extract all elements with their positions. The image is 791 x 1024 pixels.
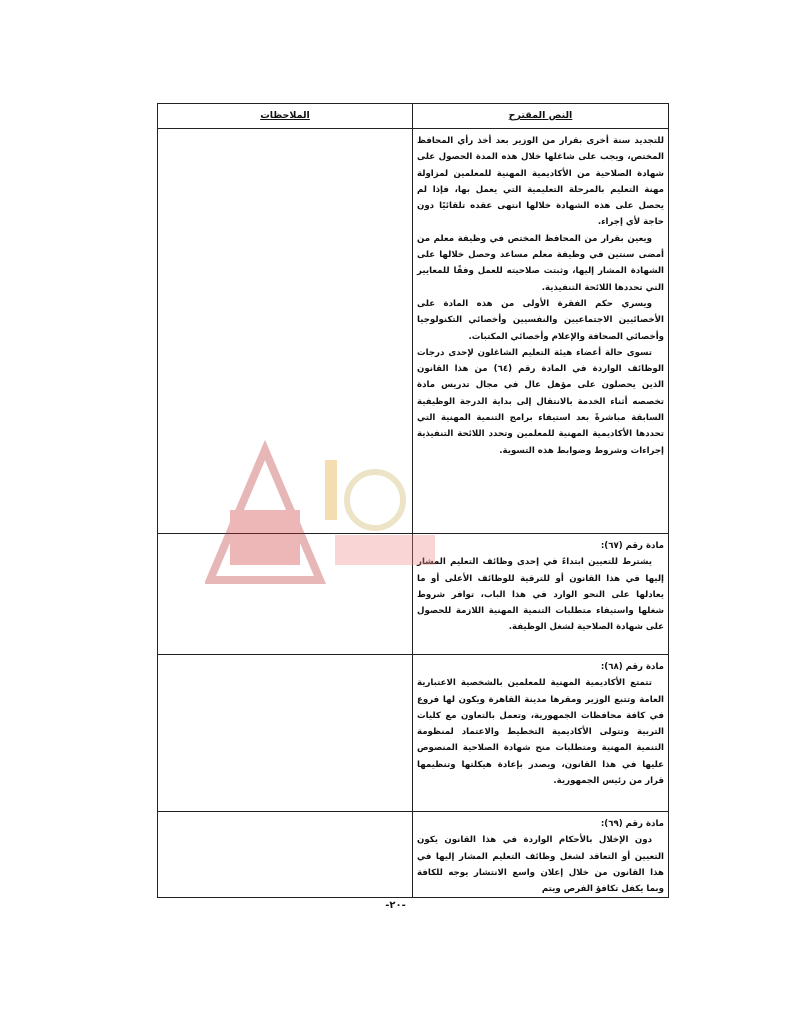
- paragraph: دون الإخلال بالأحكام الواردة في هذا القانون يكون التعيين أو التعاقد لشغل وظائف التعليم المشار إليها في هذا القانون من خلال إعلان واسع الانتشار يوجه للكافة وبما يكفل تكافؤ الفرص ويتم: [417, 835, 664, 895]
- header-proposed-text: النص المقترح: [412, 104, 668, 128]
- notes-cell: [158, 812, 412, 897]
- paragraph: ويسري حكم الفقرة الأولى من هذه المادة على الأخصائيين الاجتماعيين والنفسيين وأخصائي التكنولوجيا وأخصائي الصحافة والإعلام وأخصائي المكتبات.: [417, 298, 664, 342]
- page-number: -٢٠-: [385, 900, 406, 911]
- article-title: مادة رقم (٦٩):: [600, 819, 664, 829]
- table-row: [158, 129, 668, 534]
- paragraph: للتجديد سنة أخرى بقرار من الوزير بعد أخذ رأي المحافظ المختص، ويجب على شاغلها خلال هذه المدة الحصول على شهادة الصلاحية من الأكاديمية المهنية للمعلمين لمزاولة مهنة التعليم بالمرحلة التعليمية التي يعمل بها، فإذا لم يحصل على هذه الشهادة خلالها انتهى عقده تلقائيًا دون حاجة لأي إجراء.: [417, 136, 664, 228]
- paragraph: تتمتع الأكاديمية المهنية للمعلمين بالشخصية الاعتبارية العامة وتتبع الوزير ومقرها مدينة القاهرة ويكون لها فروع في كافة محافظات الجمهورية، وتعمل بالتعاون مع كليات التربية وتتولى الأكاديمية التخطيط والاعتماد لمنظومة التنمية المهنية ومتطلبات منح شهادة الصلاحية المنصوص عليها في هذا القانون، ويصدر بإعادة هيكلتها وتنظيمها قرار من رئيس الجمهورية.: [417, 678, 664, 787]
- article-title: مادة رقم (٦٨):: [600, 662, 664, 672]
- paragraph: ويعين بقرار من المحافظ المختص في وظيفة معلم من أمضى سنتين في وظيفة معلم مساعد وحصل خلالها على الشهادة المشار إليها، وثبتت صلاحيته للعمل وفقًا للمعايير التي تحددها اللائحة التنفيذية.: [417, 233, 664, 293]
- notes-cell: [158, 129, 412, 533]
- article-title: مادة رقم (٦٧):: [600, 541, 664, 551]
- table-row: [158, 655, 668, 812]
- proposed-text-cell: [412, 129, 668, 533]
- table-row: [158, 534, 668, 655]
- paragraph: يشترط للتعيين ابتداءً في إحدى وظائف التعليم المشار إليها في هذا القانون أو للترقية للوظائف الأعلى أو ما يعادلها على النحو الوارد في هذا الباب، توافر شروط شغلها واستيفاء متطلبات التنمية المهنية اللازمة للحصول على شهادة الصلاحية لشغل الوظيفة.: [417, 557, 664, 633]
- proposed-text-cell: [412, 812, 668, 897]
- amendments-table: [157, 103, 669, 898]
- notes-cell: [158, 534, 412, 654]
- proposed-text-cell: [412, 655, 668, 811]
- table-header-row: [158, 104, 668, 129]
- notes-cell: [158, 655, 412, 811]
- header-notes: الملاحظات: [260, 110, 310, 121]
- table-row: [158, 812, 668, 897]
- paragraph: تسوى حالة أعضاء هيئة التعليم الشاغلون لإحدى درجات الوظائف الواردة في المادة رقم (٦٤) من هذا القانون الذين يحصلون على مؤهل عال في مجال تدريس مادة تخصصه أثناء الخدمة بالانتقال إلى بداية الدرجة الوظيفية السابقة مباشرةً بعد استيفاء برامج التنمية المهنية التي تحددها الأكاديمية المهنية للمعلمين وتحدد اللائحة التنفيذية إجراءات وشروط وضوابط هذه التسوية.: [417, 347, 664, 456]
- proposed-text-cell: [412, 534, 668, 654]
